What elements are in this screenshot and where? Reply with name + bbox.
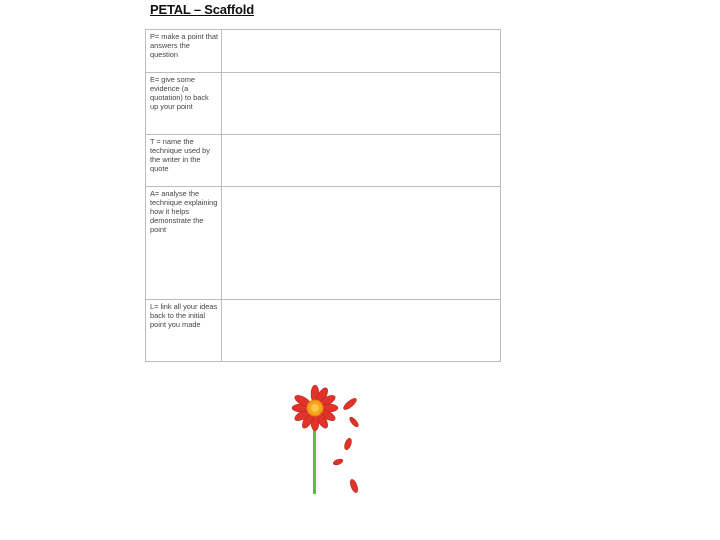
answer-cell-analyse[interactable] [222, 187, 500, 299]
daisy-losing-petals-icon [280, 378, 370, 498]
table-row [146, 30, 500, 72]
row-prompt-point: P= make a point that answers the question [146, 30, 222, 72]
falling-petals [332, 397, 359, 494]
table-row [146, 299, 500, 361]
answer-cell-technique[interactable] [222, 135, 500, 186]
flower-stem [313, 426, 316, 494]
petal-scaffold-table [145, 29, 501, 362]
answer-cell-evidence[interactable] [222, 73, 500, 134]
flower-head [292, 385, 338, 431]
row-prompt-evidence: E= give some evidence (a quotation) to back up your point [146, 73, 222, 134]
table-row [146, 186, 500, 299]
answer-cell-link[interactable] [222, 300, 500, 361]
row-prompt-link: L= link all your ideas back to the initial point you made [146, 300, 222, 361]
table-row [146, 134, 500, 186]
answer-cell-point[interactable] [222, 30, 500, 72]
row-prompt-analyse: A= analyse the technique explaining how it helps demonstrate the point [146, 187, 222, 299]
table-row [146, 72, 500, 134]
row-prompt-technique: T = name the technique used by the writer in the quote [146, 135, 222, 186]
document-title: PETAL – Scaffold [150, 2, 254, 17]
